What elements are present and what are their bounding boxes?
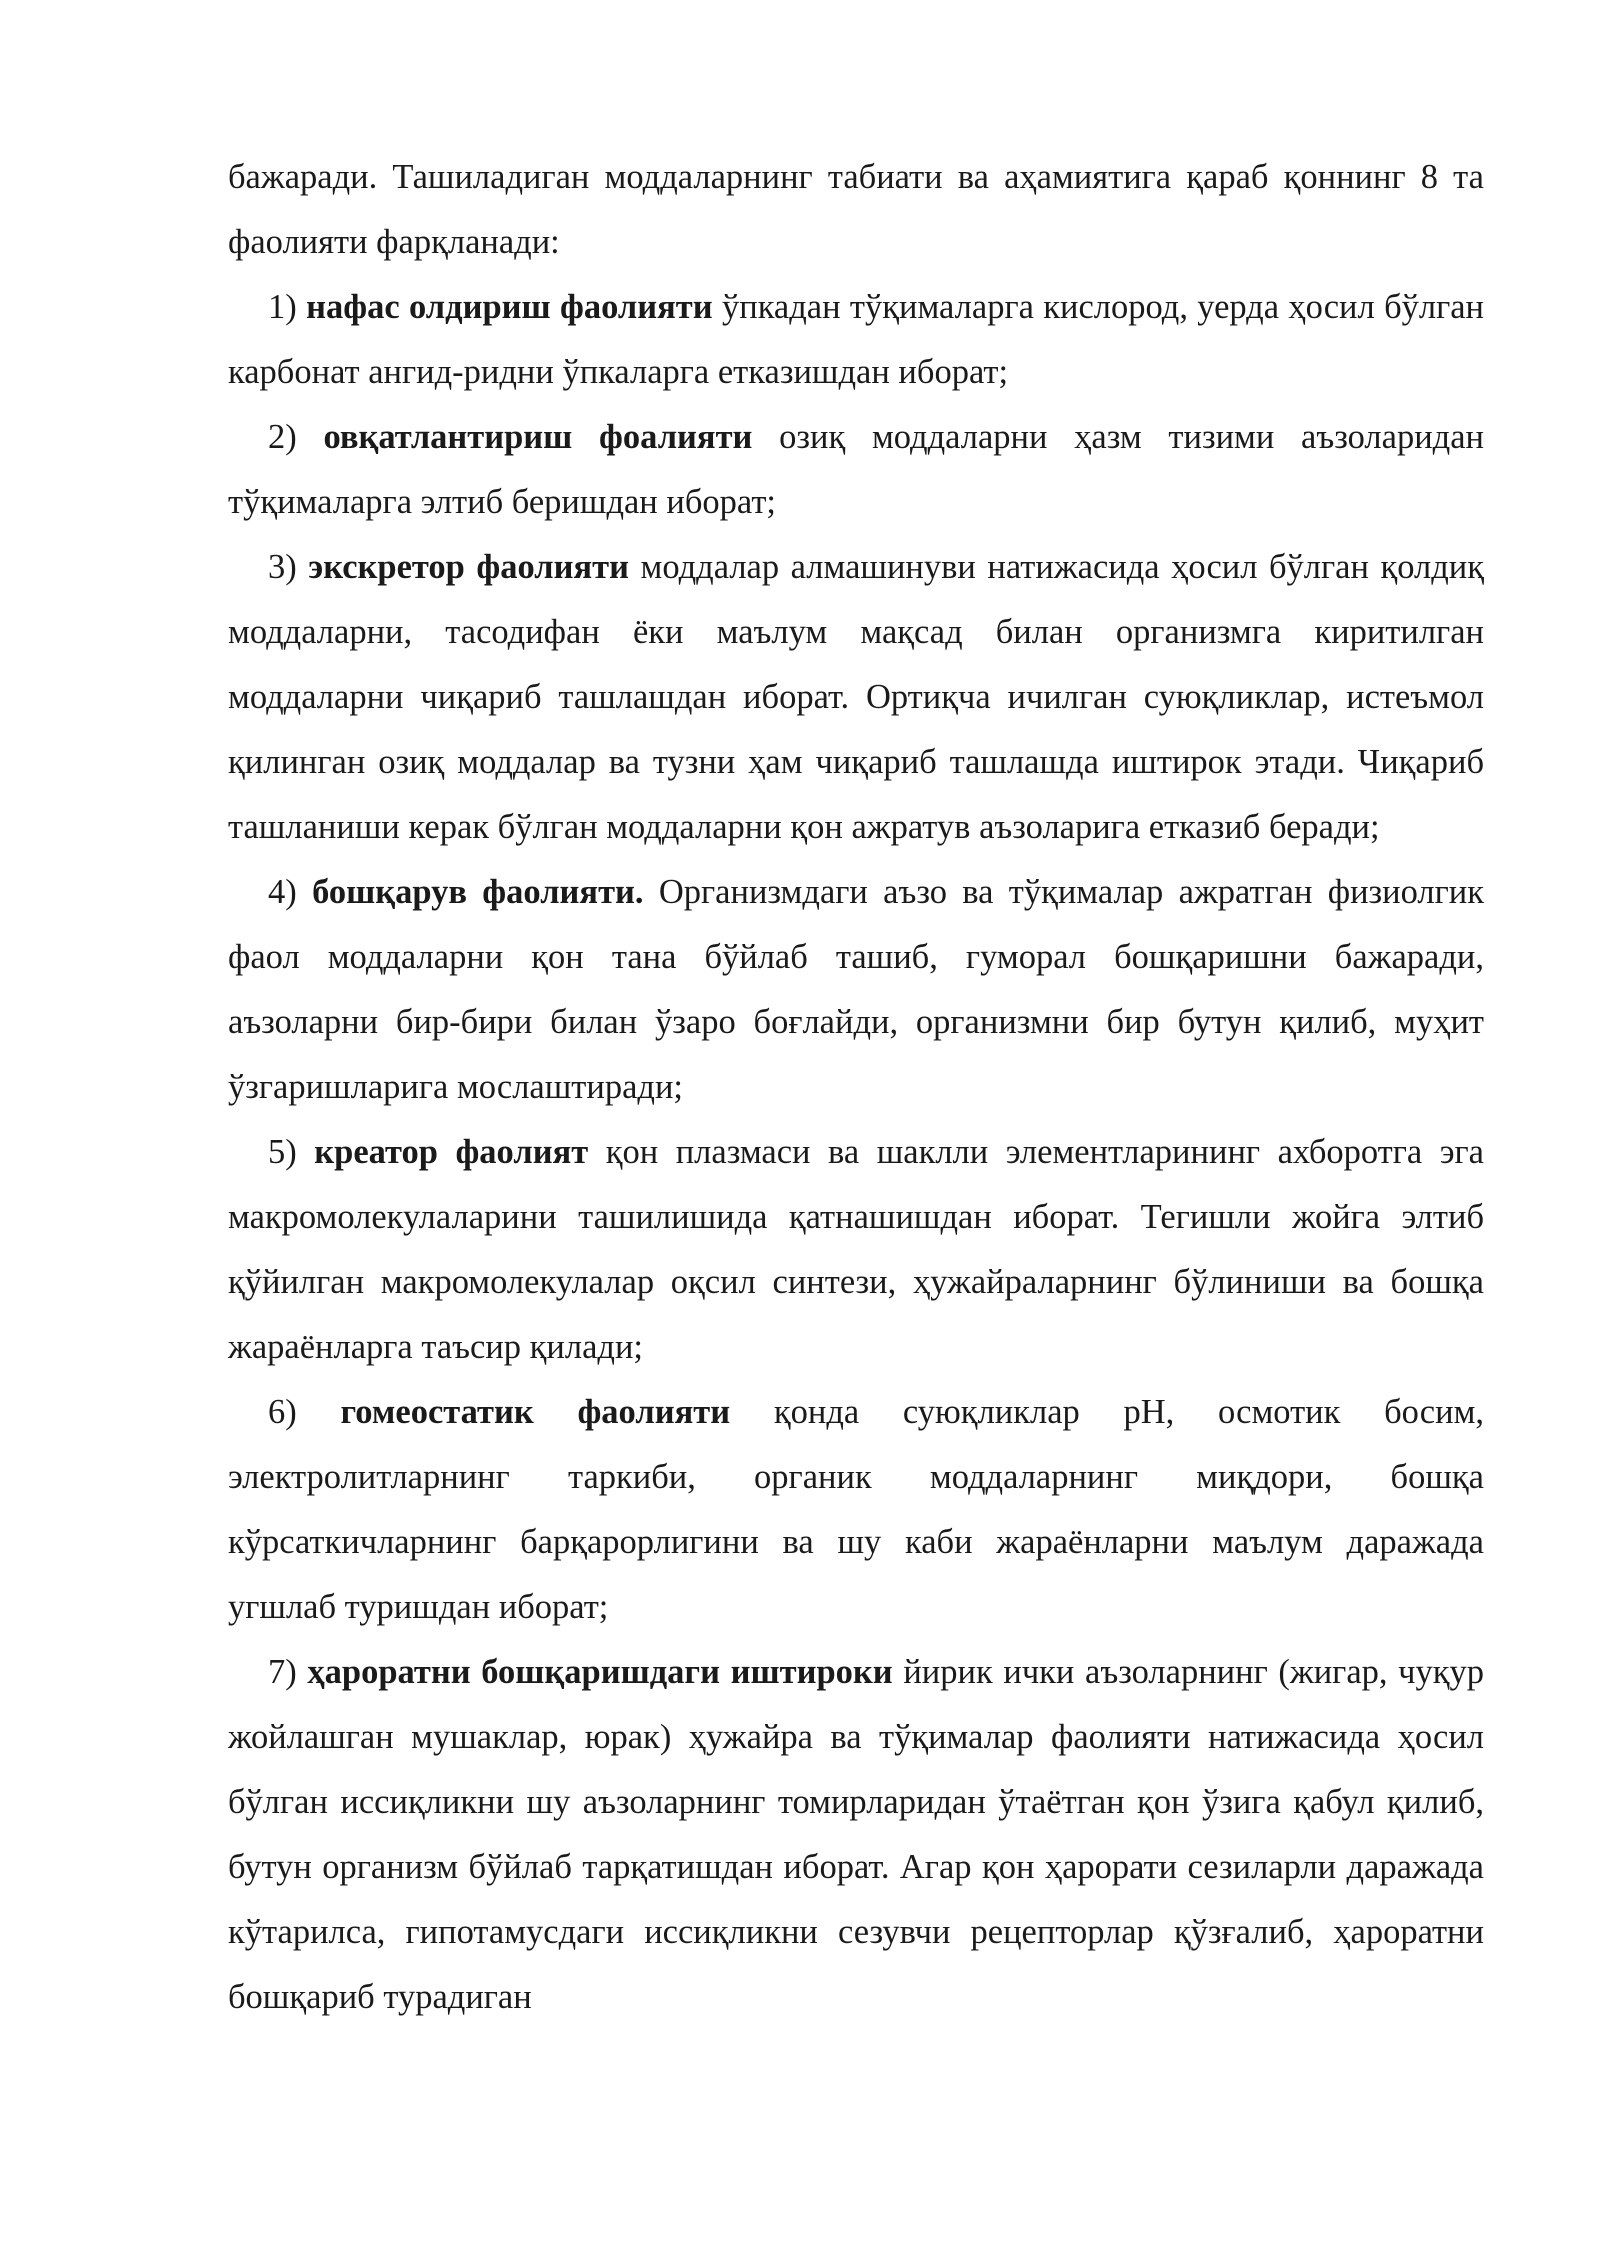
item-number: 6) [268, 1393, 297, 1431]
page-body [228, 145, 1484, 2030]
item-text: ўпкадан тўқималарга кислород, уерда ҳосил бўлган карбонат ангид-ридни ўпкаларга етказишдан иборат; [228, 288, 1485, 391]
list-item-4 [228, 860, 1484, 1120]
item-number: 4) [268, 873, 297, 911]
list-item-5 [228, 1120, 1484, 1380]
item-term: гомеостатик фаолияти [340, 1393, 731, 1431]
item-term: экскретор фаолияти [308, 548, 629, 586]
item-text: қон плазмаси ва шаклли элементларининг ахборотга эга макромолекулаларини ташилишида қатнашишдан иборат. Тегишли жойга элтиб қўйилган макромолекулалар оқсил синтези, ҳужайраларнинг бўлиниши ва бошқа жараёнларга таъсир қилади; [228, 1133, 1484, 1366]
item-number: 3) [268, 548, 297, 586]
item-text: қонда суюқликлар pH, осмотик босим, электролитларнинг таркиби, органик моддаларнинг миқдори, бошқа кўрсаткичларнинг барқарорлигини ва шу каби жараёнларни маълум даражада угшлаб туришдан иборат; [228, 1393, 1485, 1626]
list-item-6 [228, 1380, 1484, 1640]
item-text: Организмдаги аъзо ва тўқималар ажратган физиолгик фаол моддаларни қон тана бўйлаб ташиб, гуморал бошқаришни бажаради, аъзоларни бир-бири билан ўзаро боғлайди, организмни бир бутун қилиб, муҳит ўзгаришларига мослаштиради; [228, 873, 1485, 1106]
item-number: 7) [268, 1653, 297, 1691]
item-text: моддалар алмашинуви натижасида ҳосил бўлган қолдиқ моддаларни, тасодифан ёки маълум мақсад билан организмга киритилган моддаларни чиқариб ташлашдан иборат. Ортиқча ичилган суюқликлар, истеъмол қилинган озиқ моддалар ва тузни ҳам чиқариб ташлашда иштирок этади. Чиқариб ташланиши керак бўлган моддаларни қон ажратув аъзоларига етказиб беради; [228, 548, 1485, 846]
item-number: 2) [268, 418, 297, 456]
item-text: йирик ички аъзоларнинг (жигар, чуқур жойлашган мушаклар, юрак) ҳужайра ва тўқималар фаолияти натижасида ҳосил бўлган иссиқликни шу аъзоларнинг томирларидан ўтаётган қон ўзига қабул қилиб, бутун организм бўйлаб тарқатишдан иборат. Агар қон ҳарорати сезиларли даражада кўтарилса, гипотамусдаги иссиқликни сезувчи рецепторлар қўзғалиб, ҳароратни бошқариб турадиган [228, 1653, 1485, 2016]
item-number: 5) [268, 1133, 297, 1171]
item-term: креатор фаолият [314, 1133, 589, 1171]
list-item-7 [228, 1640, 1484, 2030]
item-term: бошқарув фаолияти. [312, 873, 644, 911]
item-text: озиқ моддаларни ҳазм тизими аъзоларидан тўқималарга элтиб беришдан иборат; [228, 418, 1485, 521]
item-term: ҳароратни бошқаришдаги иштироки [307, 1653, 893, 1691]
list-item-1 [228, 275, 1484, 405]
item-term: нафас олдириш фаолияти [306, 288, 713, 326]
item-term: овқатлантириш фоалияти [323, 418, 753, 456]
item-number: 1) [268, 288, 297, 326]
list-item-2 [228, 405, 1484, 535]
intro-paragraph: бажаради. Ташиладиган моддаларнинг табиати ва аҳамиятига қараб қоннинг 8 та фаолияти фарқланади: [228, 158, 1484, 261]
list-item-3 [228, 535, 1484, 860]
